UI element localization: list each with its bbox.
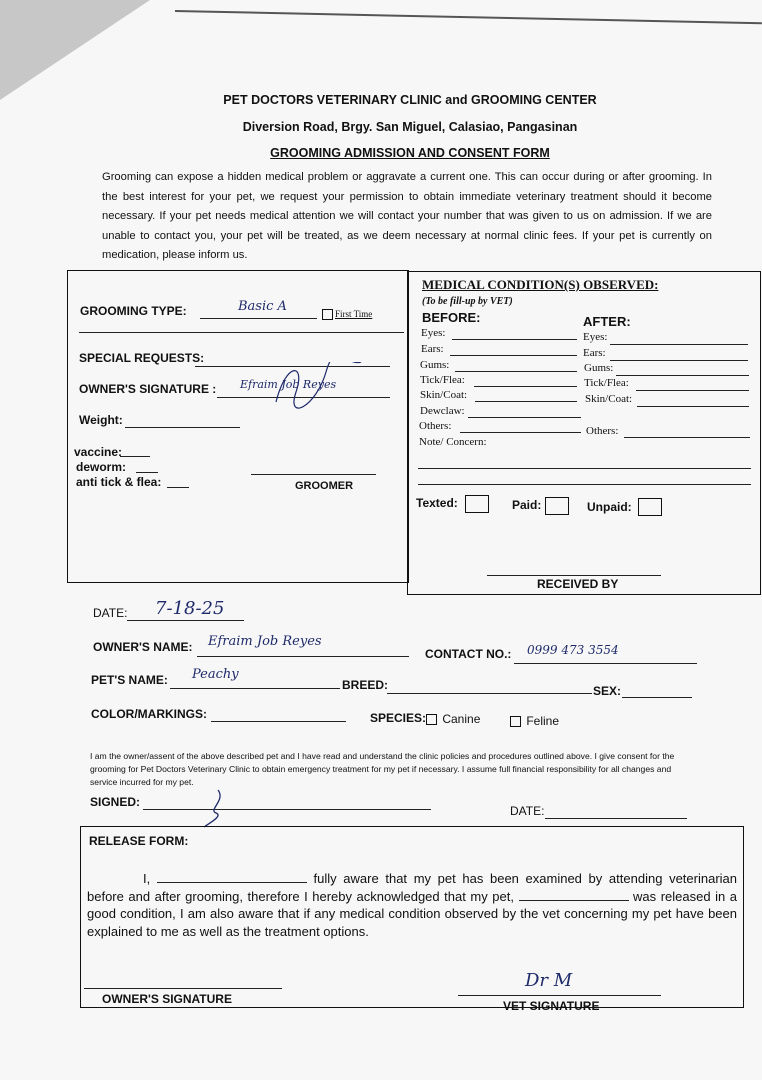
vet-signature-line[interactable] [458, 995, 661, 996]
breed-line[interactable] [387, 693, 592, 694]
folded-corner [0, 0, 150, 100]
texted-label: Texted: [416, 496, 458, 510]
release-text [87, 870, 737, 940]
groomer-line[interactable] [251, 474, 376, 475]
before-others-line[interactable] [460, 432, 581, 433]
grooming-type-line [200, 318, 317, 319]
release-title: RELEASE FORM: [89, 834, 189, 848]
anti-tick-line[interactable] [167, 487, 189, 488]
species-canine-option[interactable] [426, 712, 480, 726]
unpaid-checkbox[interactable] [638, 498, 662, 516]
color-markings-label: COLOR/MARKINGS: [91, 707, 207, 721]
after-others-line[interactable] [624, 437, 750, 438]
signed-label: SIGNED: [90, 795, 141, 809]
note-line-2[interactable] [418, 484, 751, 485]
after-eyes-line[interactable] [610, 344, 748, 345]
release-text-3: was released in a good condition, I am also aware that if any medical condition observed by the vet concerning my pet have been explained to me as well as the treatment options. [87, 888, 737, 939]
owner-name-value: Efraim Job Reyes [208, 634, 322, 649]
signature-scribble [266, 362, 366, 412]
before-label: BEFORE: [422, 310, 481, 325]
before-gums: Gums: [420, 359, 450, 371]
species-feline-option[interactable] [510, 714, 559, 728]
note-concern: Note/ Concern: [419, 436, 487, 448]
weight-line[interactable] [125, 427, 240, 428]
release-owner-name-line[interactable] [157, 882, 307, 883]
signed-scribble [198, 785, 238, 830]
paid-checkbox[interactable] [545, 497, 569, 515]
vaccine-label: vaccine: [74, 445, 123, 459]
first-time-option[interactable] [322, 309, 372, 320]
contact-label: CONTACT NO.: [425, 647, 512, 661]
first-time-checkbox[interactable] [322, 309, 333, 320]
before-skin: Skin/Coat: [420, 389, 468, 401]
before-skin-line[interactable] [475, 401, 577, 402]
after-gums-line[interactable] [616, 375, 749, 376]
anti-tick-label: anti tick & flea: [76, 475, 162, 489]
release-pet-name-line[interactable] [519, 900, 629, 901]
contact-value: 0999 473 3554 [527, 643, 619, 657]
before-dewclaw-line[interactable] [468, 417, 581, 418]
contact-line[interactable] [514, 663, 697, 664]
before-eyes: Eyes: [421, 327, 446, 339]
canine-label: Canine [442, 712, 481, 726]
date-value: 7-18-25 [155, 598, 225, 619]
breed-label: BREED: [342, 678, 389, 692]
form-title: GROOMING ADMISSION AND CONSENT FORM [270, 146, 550, 160]
after-label: AFTER: [583, 314, 631, 329]
deworm-label: deworm: [76, 460, 127, 474]
received-by-label: RECEIVED BY [537, 577, 619, 591]
groomer-label: GROOMER [295, 480, 354, 492]
received-by-line[interactable] [487, 575, 661, 576]
after-others: Others: [586, 425, 619, 437]
feline-label: Feline [526, 714, 560, 728]
owner-name-line[interactable] [197, 656, 409, 657]
intro-text: Grooming can expose a hidden medical problem or aggravate a current one. This can occur during or after grooming. In the best interest for your pet, we request your permission to obtain immediate veterinary treatment should it become necessary. If your pet needs medical attention we will contact your number that was given to us on admission. If we are unable to contact you, your pet will be treated, as we deem necessary at normal clinic fees. If your pet is currently on medication, please inform us. [102, 171, 712, 261]
feline-checkbox[interactable] [510, 716, 521, 727]
weight-label: Weight: [79, 413, 123, 427]
note-line-1[interactable] [418, 468, 751, 469]
consent-date-line[interactable] [545, 818, 687, 819]
consent-text: I am the owner/assent of the above described pet and I have read and understand the clinic policies and procedures outlined above. I give consent for the grooming for Pet Doctors Veterinary Clinic to obtain emergency treatment for my pet if necessary. I assume full financial responsibility for all changes and service incurred for my pet. [90, 751, 675, 787]
sex-line[interactable] [622, 697, 692, 698]
paid-label: Paid: [512, 498, 542, 512]
before-ears: Ears: [421, 343, 444, 355]
release-text-1: I, [143, 871, 151, 886]
first-time-label: First Time [335, 309, 373, 319]
canine-checkbox[interactable] [426, 714, 437, 725]
after-ears-line[interactable] [610, 360, 748, 361]
owner-signature-release-line[interactable] [84, 988, 282, 989]
color-markings-line[interactable] [211, 721, 346, 722]
after-tick-line[interactable] [636, 390, 749, 391]
species-label: SPECIES: [370, 711, 427, 725]
pet-name-line[interactable] [170, 688, 340, 689]
vet-signature-label: VET SIGNATURE [503, 999, 600, 1013]
sex-label: SEX: [593, 684, 622, 698]
signed-line[interactable] [143, 809, 431, 810]
after-eyes: Eyes: [583, 331, 608, 343]
consent-date-label: DATE: [510, 804, 545, 818]
special-requests-label: SPECIAL REQUESTS: [79, 351, 205, 365]
medical-title: MEDICAL CONDITION(S) OBSERVED: [422, 277, 659, 292]
owner-signature-value: Efraim Job Reyes [240, 378, 337, 391]
after-ears: Ears: [583, 347, 606, 359]
date-label: DATE: [93, 606, 128, 620]
after-tick: Tick/Flea: [584, 377, 629, 389]
before-gums-line[interactable] [455, 371, 577, 372]
after-skin-line[interactable] [637, 406, 749, 407]
vet-signature-value: Dr M [525, 970, 573, 991]
after-skin: Skin/Coat: [585, 393, 633, 405]
owner-name-label: OWNER'S NAME: [93, 640, 193, 654]
owner-signature-release-label: OWNER'S SIGNATURE [102, 992, 232, 1006]
before-tick: Tick/Flea: [420, 374, 465, 386]
pet-name-value: Peachy [192, 667, 239, 682]
before-others: Others: [419, 420, 452, 432]
clinic-name: PET DOCTORS VETERINARY CLINIC and GROOMING CENTER [223, 93, 597, 107]
before-tick-line[interactable] [474, 386, 577, 387]
after-gums: Gums: [584, 362, 614, 374]
vaccine-line[interactable] [120, 456, 150, 457]
unpaid-label: Unpaid: [587, 500, 632, 514]
medical-subtitle: (To be fill-up by VET) [422, 296, 513, 307]
grooming-extra-line [79, 332, 404, 333]
before-dewclaw: Dewclaw: [420, 405, 465, 417]
before-ears-line[interactable] [450, 355, 577, 356]
date-line[interactable] [127, 620, 244, 621]
pet-name-label: PET'S NAME: [91, 673, 168, 687]
owner-signature-label: OWNER'S SIGNATURE : [79, 382, 217, 396]
before-eyes-line[interactable] [452, 339, 577, 340]
texted-checkbox[interactable] [465, 495, 489, 513]
clinic-address: Diversion Road, Brgy. San Miguel, Calasiao, Pangasinan [242, 120, 578, 134]
grooming-type-value[interactable]: Basic A [238, 299, 287, 314]
grooming-type-label: GROOMING TYPE: [80, 304, 187, 318]
deworm-line[interactable] [136, 472, 158, 473]
release-text-2: fully aware that my pet has been examined by attending veterinarian before and after grooming, therefore I hereby acknowledged that my pet, [87, 871, 737, 904]
